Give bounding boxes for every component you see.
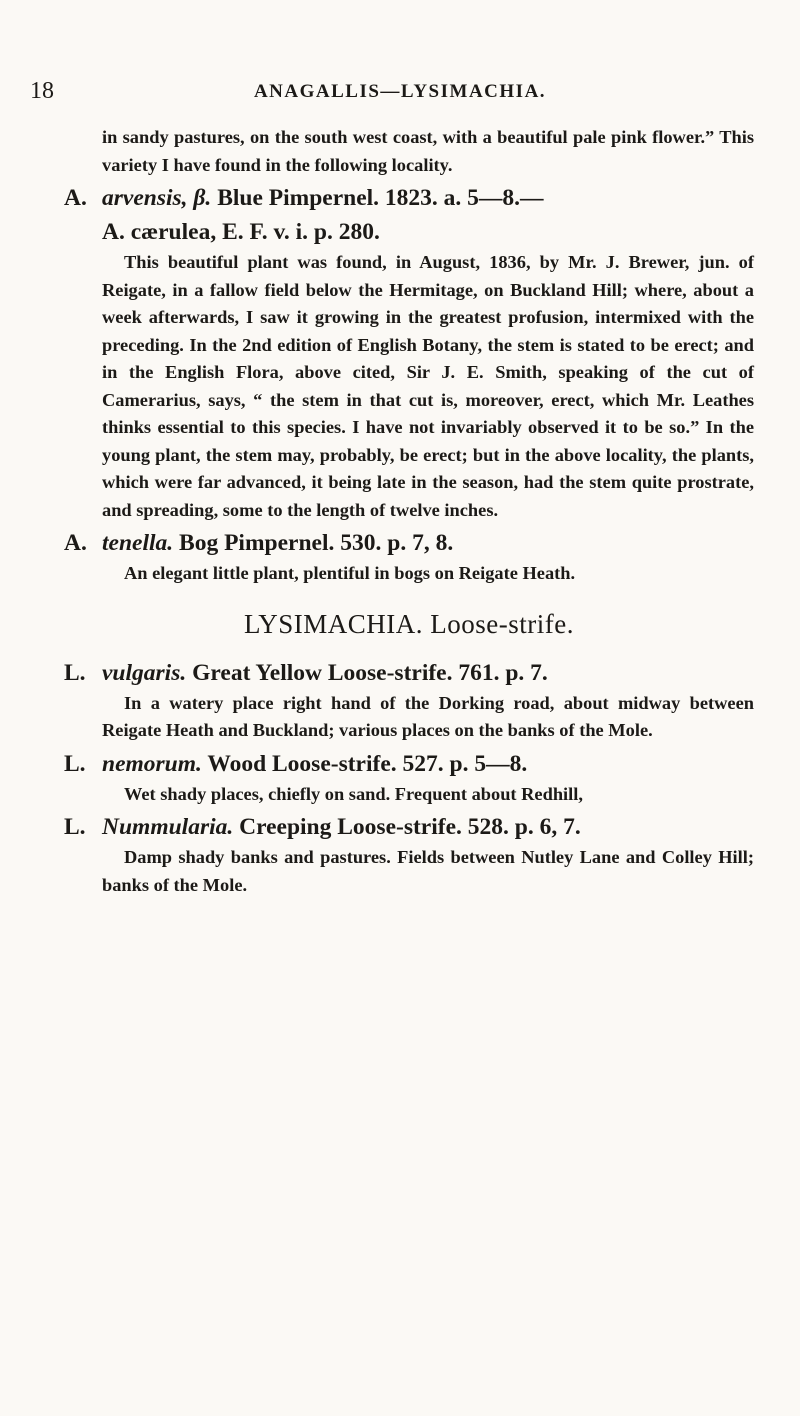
entry-details: Great Yellow Loose-strife. 761. p. 7. [192,659,548,686]
page-body [64,124,754,899]
entry-species: tenella. [102,530,174,556]
entry-vulgaris [64,656,754,745]
entry-heading [64,181,754,249]
genus-heading: LYSIMACHIA. Loose-strife. [243,608,574,639]
entry-species: nemorum. [102,750,202,777]
entry-nummularia [64,810,754,899]
entry-description: Damp shady banks and pastures. Fields between Nutley Lane and Colley Hill; banks of the Mole. [102,847,754,895]
entry-species: arvensis, β. [102,185,212,211]
intro-paragraph: in sandy pastures, on the south west coast, with a beautiful pale pink flower.” This variety I have found in the following locality. [102,127,754,175]
entry-species: Nummularia. [102,814,234,840]
entry-heading [64,526,754,560]
entry-heading [64,747,754,781]
entry-species: vulgaris. [102,659,187,686]
entry-heading [64,656,754,690]
entry-nemorum [64,747,754,809]
entry-genus: L. [64,659,86,686]
entry-genus: A. [64,185,87,211]
running-title: ANAGALLIS—LYSIMACHIA. [253,81,547,102]
entry-arvensis [64,181,754,524]
entry-heading [64,810,754,844]
entry-genus: L. [64,750,86,777]
entry-description: Wet shady places, chiefly on sand. Frequent about Redhill, [124,783,583,804]
entry-details: Blue Pimpernel. 1823. a. 5—8.— [217,185,544,211]
entry-description: This beautiful plant was found, in August, 1836, by Mr. J. Brewer, jun. of Reigate, in a fallow field below the Hermitage, on Buckland Hill; where, about a week afterwards, I saw it growing in the greatest profusion, intermixed with the preceding. In the 2nd edition of English Botany, the stem is stated to be erect; and in the English Flora, above cited, Sir J. E. Smith, speaking of the cut of Camerarius, says, “ the stem in that cut is, moreover, erect, which Mr. Leathes thinks essential to this species. I have not invariably observed it to be so.” In the young plant, the stem may, probably, be erect; but in the above locality, the plants, which were far advanced, it being late in the season, had the stem quite prostrate, and spreading, some to the length of twelve inches. [102,252,754,520]
page-header [0,78,800,118]
entry-description: An elegant little plant, plentiful in bogs on Reigate Heath. [124,563,576,583]
entry-synonym: A. cærulea, E. F. v. i. p. 280. [102,219,380,245]
entry-genus: A. [64,530,87,556]
entry-genus: L. [64,814,86,840]
entry-details: Creeping Loose-strife. 528. p. 6, 7. [239,814,581,840]
entry-description: In a watery place right hand of the Dorking road, about midway between Reigate Heath and Buckland; various places on the banks of the Mole. [102,692,754,740]
page-number: 18 [30,78,54,104]
entry-details: Wood Loose-strife. 527. p. 5—8. [207,750,528,777]
entry-details: Bog Pimpernel. 530. p. 7, 8. [179,530,454,556]
entry-tenella [64,526,754,588]
